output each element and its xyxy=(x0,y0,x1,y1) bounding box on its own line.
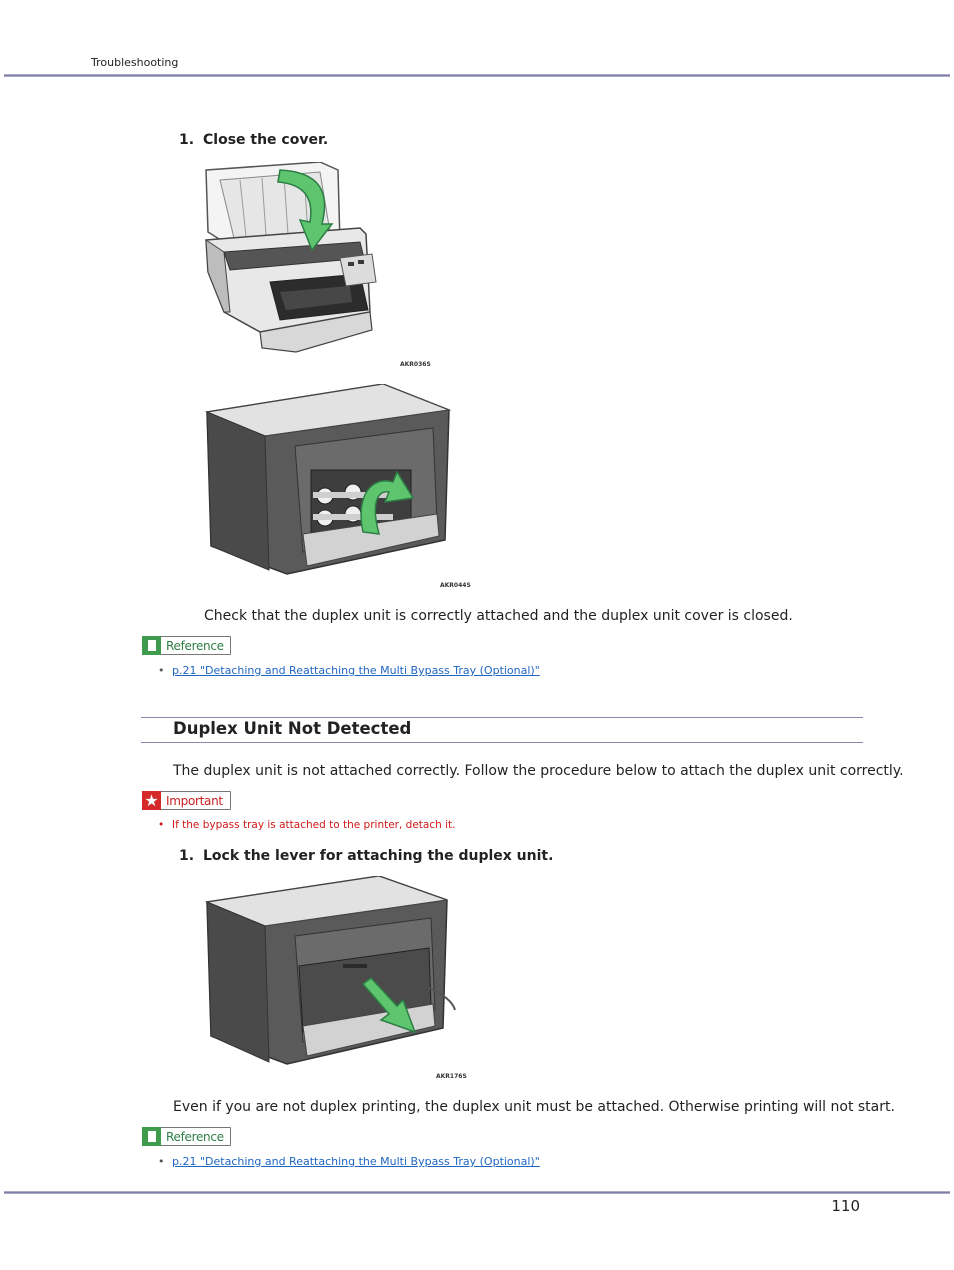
step-text: Lock the lever for attaching the duplex unit. xyxy=(203,848,554,864)
step-close-cover xyxy=(179,132,328,148)
figure-code: AKR176S xyxy=(436,1073,467,1080)
step-lock-lever xyxy=(179,848,553,864)
reference-label: Reference xyxy=(166,638,224,653)
reference-label: Reference xyxy=(166,1129,224,1144)
footer-rule xyxy=(4,1191,950,1194)
step-number: 1. xyxy=(179,132,195,148)
section-title: Duplex Unit Not Detected xyxy=(173,719,412,738)
star-icon: ★ xyxy=(142,791,161,810)
important-list-item xyxy=(158,819,455,831)
reference-link[interactable]: p.21 "Detaching and Reattaching the Multi Bypass Tray (Optional)" xyxy=(172,664,540,677)
printer-cover-open-illustration xyxy=(200,162,400,358)
reference-badge xyxy=(142,1127,231,1146)
figure-code: AKR044S xyxy=(440,582,471,589)
bullet-icon: • xyxy=(158,819,165,831)
reference-badge xyxy=(142,636,231,655)
page-number: 110 xyxy=(831,1197,860,1215)
step-text: Close the cover. xyxy=(203,132,329,148)
duplex-cover-illustration xyxy=(203,384,453,578)
reference-link[interactable]: p.21 "Detaching and Reattaching the Multi Bypass Tray (Optional)" xyxy=(172,1155,540,1168)
important-badge xyxy=(142,791,231,810)
step-number: 1. xyxy=(179,848,195,864)
reference-icon xyxy=(142,636,161,655)
reference-list-item xyxy=(158,664,540,677)
important-label: Important xyxy=(166,793,223,808)
check-instruction: Check that the duplex unit is correctly attached and the duplex unit cover is closed. xyxy=(204,608,793,624)
duplex-lever-illustration xyxy=(203,876,461,1068)
bullet-icon: • xyxy=(158,1155,165,1168)
header-rule xyxy=(4,74,950,77)
reference-icon xyxy=(142,1127,161,1146)
reference-list-item xyxy=(158,1155,540,1168)
bullet-icon: • xyxy=(158,664,165,677)
important-note: If the bypass tray is attached to the printer, detach it. xyxy=(172,819,456,831)
duplex-required-note: Even if you are not duplex printing, the duplex unit must be attached. Otherwise printing will not start. xyxy=(173,1099,895,1115)
running-header: Troubleshooting xyxy=(91,56,179,69)
section-intro: The duplex unit is not attached correctly. Follow the procedure below to attach the duplex unit correctly. xyxy=(173,763,904,779)
figure-code: AKR036S xyxy=(400,361,431,368)
